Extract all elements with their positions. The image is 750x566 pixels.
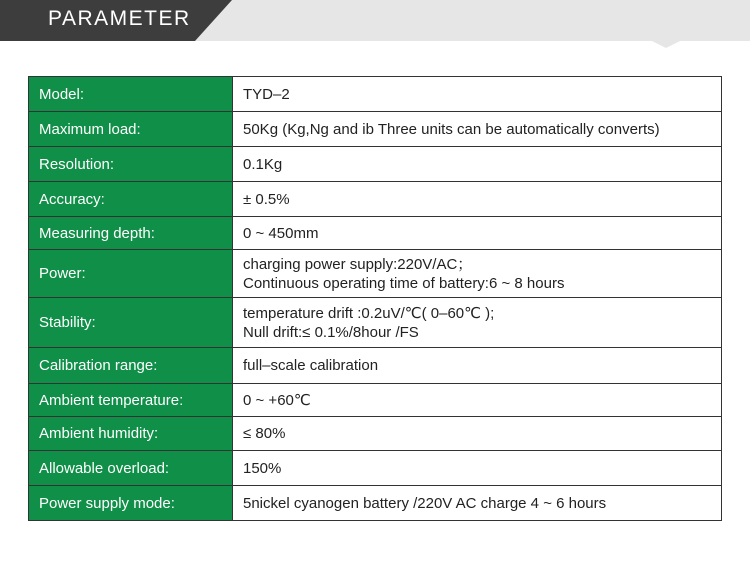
param-label: Accuracy: [29, 182, 233, 217]
header-notch [652, 41, 680, 48]
page-title: PARAMETER [48, 7, 191, 30]
param-value-line: ≤ 80% [243, 425, 286, 442]
param-value-line: 0 ~ 450mm [243, 224, 319, 242]
param-value-line: ± 0.5% [243, 190, 290, 208]
param-value [233, 486, 722, 521]
param-value-line: TYD–2 [243, 85, 290, 103]
table-row [29, 112, 722, 147]
param-label: Stability: [29, 298, 233, 348]
param-value-line: charging power supply:220V/AC； [243, 255, 473, 273]
param-value [233, 348, 722, 384]
table-row [29, 77, 722, 112]
param-value [233, 217, 722, 250]
param-value-line: 50Kg (Kg,Ng and ib Three units can be automatically converts) [243, 120, 660, 138]
param-label: Allowable overload: [29, 451, 233, 486]
param-value [233, 417, 722, 451]
param-label: Resolution: [29, 147, 233, 182]
param-value-line: 5nickel cyanogen battery /220V AC charge 4 ~ 6 hours [243, 494, 607, 512]
param-value-line: full–scale calibration [243, 357, 379, 374]
param-value-line: 0.1Kg [243, 155, 283, 173]
param-label: Model: [29, 77, 233, 112]
param-value-line: temperature drift :0.2uV/℃( 0–60℃ ); [243, 304, 495, 322]
table-row [29, 182, 722, 217]
param-value-line: 0 ~ +60℃ [243, 391, 311, 409]
param-label: Maximum load: [29, 112, 233, 147]
table-row [29, 147, 722, 182]
param-value-line: Null drift:≤ 0.1%/8hour /FS [243, 323, 419, 341]
param-value [233, 384, 722, 417]
param-label: Calibration range: [29, 348, 233, 384]
param-value [233, 298, 722, 348]
param-value-line: 150% [243, 459, 282, 477]
parameter-table [28, 76, 722, 521]
table-row [29, 384, 722, 417]
table-row [29, 486, 722, 521]
param-value [233, 147, 722, 182]
param-value [233, 182, 722, 217]
table-row [29, 348, 722, 384]
param-value [233, 77, 722, 112]
param-value-line: Continuous operating time of battery:6 ~ 8 hours [243, 274, 565, 292]
param-value [233, 112, 722, 147]
table-row [29, 298, 722, 348]
table-row [29, 217, 722, 250]
param-value [233, 250, 722, 298]
table-row [29, 250, 722, 298]
param-label: Power: [29, 250, 233, 298]
table-row [29, 417, 722, 451]
table-row [29, 451, 722, 486]
param-label: Power supply mode: [29, 486, 233, 521]
param-label: Ambient humidity: [29, 417, 233, 451]
param-label: Measuring depth: [29, 217, 233, 250]
param-value [233, 451, 722, 486]
param-label: Ambient temperature: [29, 384, 233, 417]
